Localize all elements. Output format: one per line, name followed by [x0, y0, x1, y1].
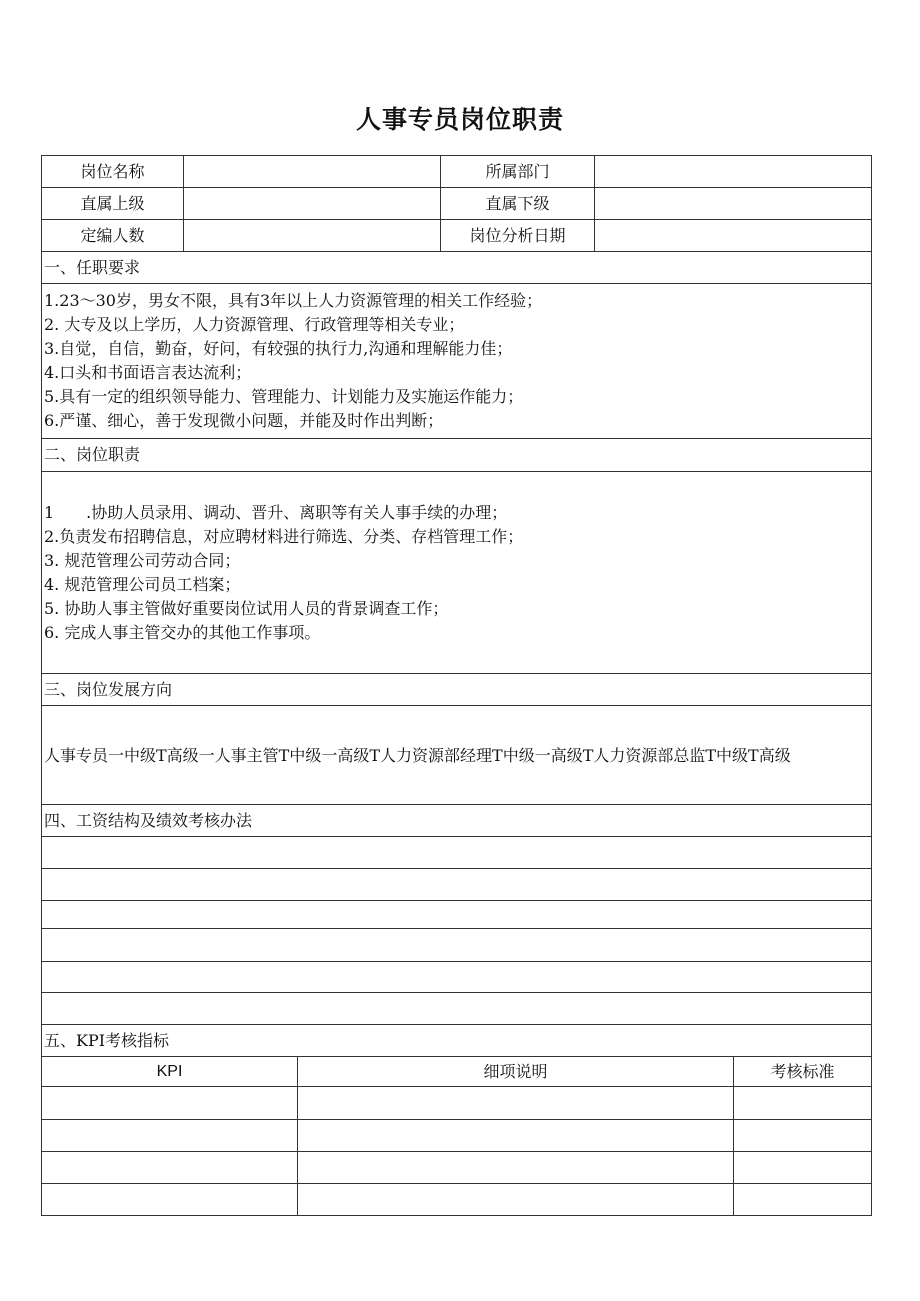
salary-heading: 四、工资结构及绩效考核办法	[42, 805, 872, 837]
requirements-body-row	[42, 284, 872, 439]
requirement-item: 3.自觉，自信，勤奋，好问，有较强的执行力,沟通和理解能力佳；	[44, 339, 513, 358]
kpi-header-row	[42, 1057, 872, 1087]
duties-heading: 二、岗位职责	[42, 439, 872, 472]
info-row-1	[42, 156, 872, 188]
career-body-row	[42, 706, 872, 805]
job-description-table	[41, 155, 872, 1216]
kpi-row	[42, 1120, 872, 1152]
duty-item: 5. 协助人事主管做好重要岗位试用人员的背景调查工作；	[44, 598, 449, 618]
duty-item: 4. 规范管理公司员工档案；	[44, 574, 241, 594]
supervisor-label: 直属上级	[42, 188, 184, 220]
duties-body-row	[42, 472, 872, 674]
duties-body	[42, 472, 872, 674]
salary-blank-row	[42, 901, 872, 929]
salary-heading-row	[42, 805, 872, 837]
requirement-item: 4.口头和书面语言表达流利；	[44, 363, 252, 382]
requirements-heading: 一、任职要求	[42, 252, 872, 284]
position-name-field[interactable]	[184, 156, 441, 188]
position-name-label: 岗位名称	[42, 156, 184, 188]
salary-blank-row	[42, 929, 872, 962]
salary-blank-cell[interactable]	[42, 929, 872, 962]
detail-cell[interactable]	[298, 1152, 734, 1184]
kpi-column-header: KPI	[42, 1057, 298, 1087]
requirement-item: 1.23～30岁，男女不限，具有3年以上人力资源管理的相关工作经验；	[44, 291, 543, 310]
supervisor-field[interactable]	[184, 188, 441, 220]
kpi-row	[42, 1184, 872, 1216]
requirements-heading-row	[42, 252, 872, 284]
kpi-cell[interactable]	[42, 1184, 298, 1216]
duty-item: 1 .协助人员录用、调动、晋升、离职等有关人事手续的办理；	[44, 502, 508, 522]
duties-heading-row	[42, 439, 872, 472]
kpi-cell[interactable]	[42, 1152, 298, 1184]
subordinate-field[interactable]	[595, 188, 872, 220]
kpi-cell[interactable]	[42, 1120, 298, 1152]
headcount-field[interactable]	[184, 220, 441, 252]
standard-cell[interactable]	[734, 1152, 872, 1184]
kpi-heading-row	[42, 1025, 872, 1057]
salary-blank-row	[42, 869, 872, 901]
department-label: 所属部门	[441, 156, 595, 188]
info-row-3	[42, 220, 872, 252]
requirement-item: 2. 大专及以上学历，人力资源管理、行政管理等相关专业；	[44, 315, 465, 334]
detail-cell[interactable]	[298, 1120, 734, 1152]
page-title: 人事专员岗位职责	[355, 105, 564, 134]
salary-blank-cell[interactable]	[42, 869, 872, 901]
subordinate-label: 直属下级	[441, 188, 595, 220]
requirements-body	[42, 284, 872, 439]
kpi-row	[42, 1152, 872, 1184]
kpi-cell[interactable]	[42, 1087, 298, 1120]
requirement-item: 5.具有一定的组织领导能力、管理能力、计划能力及实施运作能力；	[44, 387, 524, 406]
salary-blank-cell[interactable]	[42, 962, 872, 993]
salary-blank-cell[interactable]	[42, 901, 872, 929]
standard-cell[interactable]	[734, 1087, 872, 1120]
standard-cell[interactable]	[734, 1184, 872, 1216]
department-field[interactable]	[595, 156, 872, 188]
detail-column-header: 细项说明	[298, 1057, 734, 1087]
salary-blank-cell[interactable]	[42, 837, 872, 869]
salary-blank-cell[interactable]	[42, 993, 872, 1025]
detail-cell[interactable]	[298, 1087, 734, 1120]
career-path-text: 人事专员一中级T高级一人事主管T中级一高级T人力资源部经理T中级一高级T人力资源部总监T中级T高级	[42, 706, 872, 805]
detail-cell[interactable]	[298, 1184, 734, 1216]
career-heading-row	[42, 674, 872, 706]
duty-item: 6. 完成人事主管交办的其他工作事项。	[44, 622, 321, 642]
career-heading: 三、岗位发展方向	[42, 674, 872, 706]
kpi-heading: 五、KPI考核指标	[42, 1025, 872, 1057]
duty-item: 2.负责发布招聘信息，对应聘材料进行筛选、分类、存档管理工作；	[44, 526, 524, 546]
salary-blank-row	[42, 837, 872, 869]
salary-blank-row	[42, 962, 872, 993]
kpi-row	[42, 1087, 872, 1120]
requirement-item: 6.严谨、细心，善于发现微小问题，并能及时作出判断；	[44, 411, 444, 430]
info-row-2	[42, 188, 872, 220]
analysis-date-field[interactable]	[595, 220, 872, 252]
analysis-date-label: 岗位分析日期	[441, 220, 595, 252]
duty-item: 3. 规范管理公司劳动合同；	[44, 550, 241, 570]
headcount-label: 定编人数	[42, 220, 184, 252]
salary-blank-row	[42, 993, 872, 1025]
standard-cell[interactable]	[734, 1120, 872, 1152]
standard-column-header: 考核标准	[734, 1057, 872, 1087]
